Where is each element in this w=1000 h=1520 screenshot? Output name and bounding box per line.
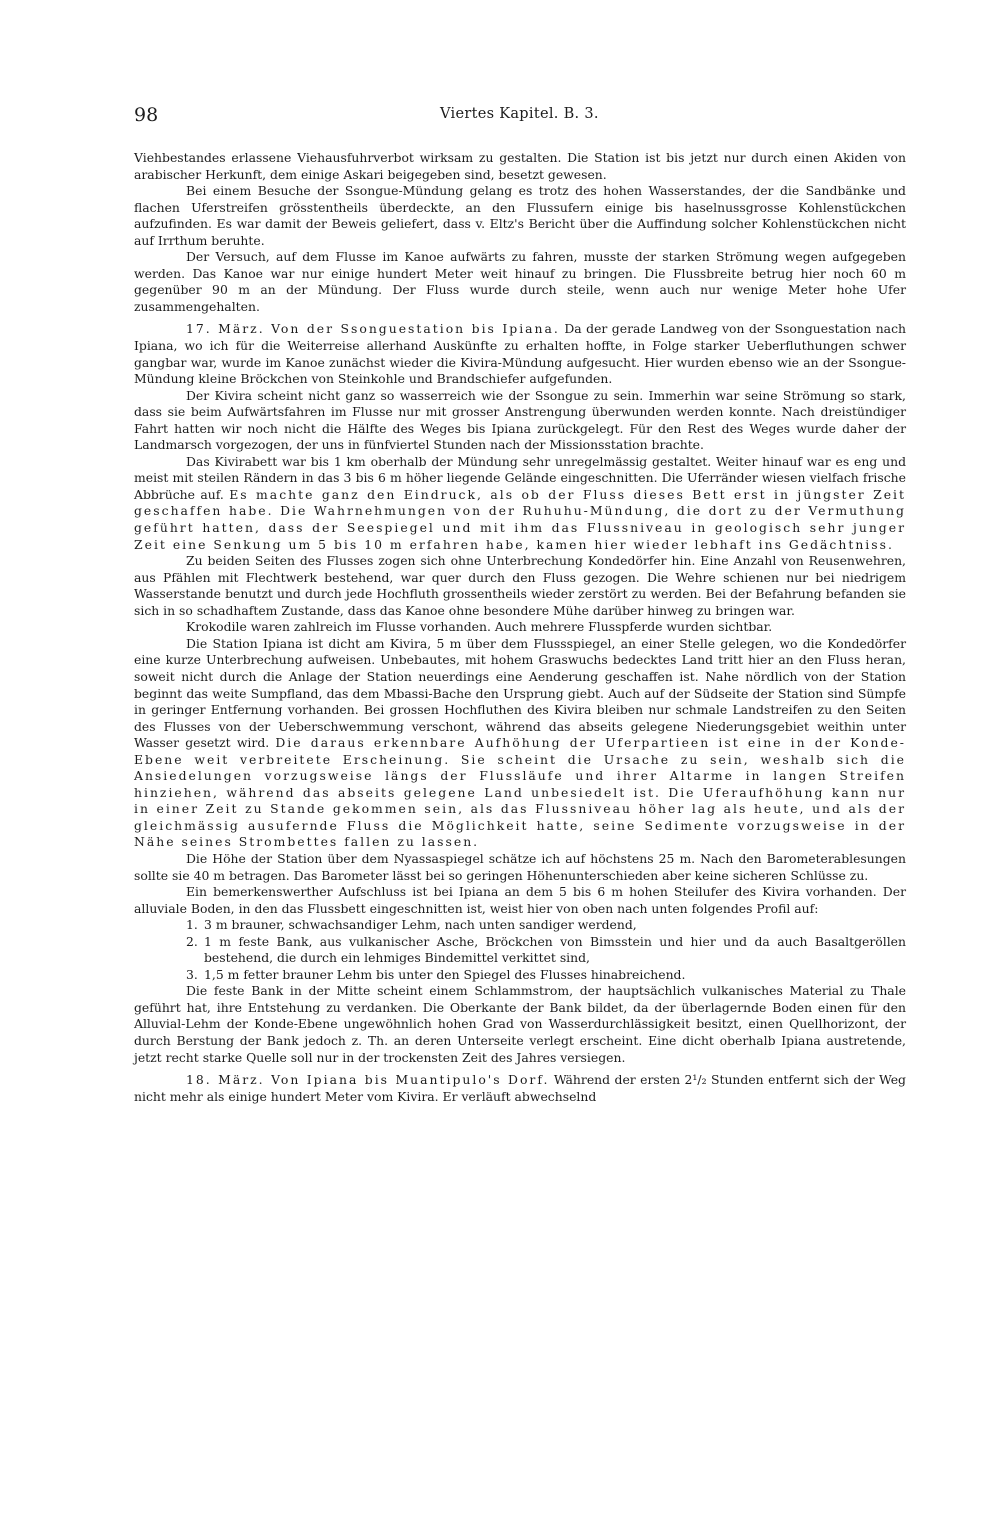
list-item	[134, 917, 906, 934]
section-march-18	[134, 1072, 906, 1105]
paragraph-text: Die Station Ipiana ist dicht am Kivira, 5 m über dem Flussspiegel, an einer Stelle gelegen, wo die Kondedörfer eine kurze Unterbrechung aufweisen. Unbebautes, mit hohem Graswuchs bedecktes Land tritt hier an den Fluss heran, soweit nicht durch die Anlage der Station neuerdings eine Aenderung geschaffen ist. Nahe nördlich von der Station beginnt das weite Sumpfland, das dem Mbassi-Bache den Ursprung giebt. Auch auf der Südseite der Station sind Sümpfe in geringer Entfernung vorhanden. Bei grossen Hochfluthen des Kivira bleiben nur schmale Landstreifen zu den Seiten des Flusses von der Ueberschwemmung verschont, während das abseits gelegene Niederungsgebiet weithin unter Wasser gesetzt wird.	[134, 635, 906, 751]
paragraph: Bei einem Besuche der Ssongue-Mündung gelang es trotz des hohen Wasserstandes, der die Sandbänke und flachen Uferstreifen grösstentheils überdeckte, an den Flussufern einige bis haselnussgrosse Kohlenstückchen aufzufinden. Es war damit der Beweis geliefert, dass v. Eltz's Bericht über die Auffindung solcher Kohlenstückchen nicht auf Irrthum beruhte.	[134, 183, 906, 248]
paragraph: Viehbestandes erlassene Viehausfuhrverbot wirksam zu gestalten. Die Station ist bis jetzt nur durch einen Akiden von arabischer Herkunft, dem einige Askari beigegeben sind, besetzt gewesen.	[134, 150, 906, 182]
page-number: 98	[134, 104, 159, 126]
list-text: 3 m brauner, schwachsandiger Lehm, nach unten sandiger werdend,	[204, 917, 637, 933]
paragraph: Der Versuch, auf dem Flusse im Kanoe aufwärts zu fahren, musste der starken Strömung wegen aufgegeben werden. Das Kanoe war nur einige hundert Meter weit hinauf zu bringen. Die Flussbreite betrug hier noch 60 m gegenüber 90 m an der Mündung. Der Fluss wurde durch steile, wenn auch nur wenige Meter hohe Ufer zusammengehalten.	[134, 249, 906, 314]
running-head: Viertes Kapitel. B. 3.	[440, 106, 599, 122]
section-text: Da der gerade Landweg von der Ssonguestation nach Ipiana, wo ich für die Weiterreise allerhand Auskünfte zu erhalten hoffte, in Folge starker Ueberfluthungen schwer gangbar war, wurde im Kanoe zunächst wieder die Kivira-Mündung aufgesucht. Hier wurden ebenso wie an der Ssongue-Mündung kleine Bröckchen von Steinkohle und Brandschiefer aufgefunden.	[134, 321, 906, 387]
paragraph: Der Kivira scheint nicht ganz so wasserreich wie der Ssongue zu sein. Immerhin war seine Strömung so stark, dass sie beim Aufwärtsfahren im Flusse nur mit grosser Anstrengung überwunden werden konnte. Nach dreistündiger Fahrt hatten wir noch nicht die Hälfte des Weges bis Ipiana zurückgelegt. Für den Rest des Weges wurde daher der Landmarsch vorgezogen, der uns in fünfviertel Stunden nach der Missionsstation brachte.	[134, 387, 906, 453]
list-text: 1 m feste Bank, aus vulkanischer Asche, Bröckchen von Bimsstein und hier und da auch Basaltgeröllen bestehend, die durch ein lehmiges Bindemittel verkittet sind,	[204, 933, 906, 966]
list-text: 1,5 m fetter brauner Lehm bis unter den Spiegel des Flusses hinabreichend.	[204, 966, 686, 982]
list-item	[134, 967, 906, 984]
page-header	[134, 104, 906, 128]
profile-list	[134, 917, 906, 983]
section-text: Während der ersten 2¹/₂ Stunden entfernt sich der Weg nicht mehr als einige hundert Meter vom Kivira. Er verläuft abwechselnd	[134, 1072, 906, 1104]
paragraph: Krokodile waren zahlreich im Flusse vorhanden. Auch mehrere Flusspferde wurden sichtbar.	[186, 619, 773, 635]
paragraph-text: Das Kivirabett war bis 1 km oberhalb der Mündung sehr unregelmässig gestaltet. Weiter hinauf war es eng und meist mit steilen Rändern in das 3 bis 6 m höher liegende Gelände eingeschnitten. Die Uferränder wiesen vielfach frische Abbrüche auf.	[134, 453, 906, 502]
section-march-17	[134, 321, 906, 387]
list-item	[134, 934, 906, 967]
section-heading: 17. März. Von der Ssonguestation bis Ipiana.	[186, 321, 560, 337]
spaced-text: Die daraus erkennbare Aufhöhung der Uferpartieen ist eine in der Konde-Ebene weit verbreitete Erscheinung. Sie scheint die Ursache zu sein, weshalb sich die Ansiedelungen vorzugsweise längs der Flussläufe und ihrer Altarme in langen Streifen hinziehen, während das abseits gelegene Land unbesiedelt ist. Die Uferaufhöhung kann nur in einer Zeit zu Stande gekommen sein, als das Flussniveau höher lag als heute, und als der gleichmässig ausufernde Fluss die Möglichkeit hatte, seine Sedimente vorzugsweise in der Nähe seines Strombettes fallen zu lassen.	[134, 735, 906, 850]
paragraph: Ein bemerkenswerther Aufschluss ist bei Ipiana an dem 5 bis 6 m hohen Steilufer des Kivira vorhanden. Der alluviale Boden, in den das Flussbett eingeschnitten ist, weist hier von oben nach unten folgendes Profil auf:	[134, 884, 906, 916]
list-number: 3.	[186, 966, 198, 982]
paragraph: Die Höhe der Station über dem Nyassaspiegel schätze ich auf höchstens 25 m. Nach den Barometerablesungen sollte sie 40 m betragen. Das Barometer lässt bei so geringen Höhenunterschieden aber keine sicheren Schlüsse zu.	[134, 850, 906, 883]
paragraph-kivirabett	[134, 454, 906, 553]
paragraph: Zu beiden Seiten des Flusses zogen sich ohne Unterbrechung Kondedörfer hin. Eine Anzahl von Reusenwehren, aus Pfählen mit Flechtwerk bestehend, war quer durch den Fluss gezogen. Die Wehre schienen nur bei niedrigem Wasserstande benutzt und durch jede Hochfluth grossentheils wieder zerstört zu werden. Bei der Befahrung befanden sie sich in so schadhaftem Zustande, dass das Kanoe ohne besondere Mühe darüber hinweg zu bringen war.	[134, 553, 906, 618]
spaced-text: Es machte ganz den Eindruck, als ob der Fluss dieses Bett erst in jüngster Zeit geschaffen habe. Die Wahrnehmungen von der Ruhuhu-Mündung, die dort zu der Vermuthung geführt hatten, dass der Seespiegel und mit ihm das Flussniveau in geologisch sehr junger Zeit eine Senkung um 5 bis 10 m erfahren habe, kamen hier wieder lebhaft ins Gedächtniss.	[134, 486, 906, 552]
paragraph-ipiana	[134, 636, 906, 851]
list-number: 1.	[186, 917, 198, 933]
list-number: 2.	[186, 933, 198, 949]
section-heading: 18. März. Von Ipiana bis Muantipulo's Dorf.	[186, 1072, 550, 1088]
body-text	[134, 150, 906, 1105]
paragraph: Die feste Bank in der Mitte scheint einem Schlammstrom, der hauptsächlich vulkanisches Material zu Thale geführt hat, ihre Entstehung zu verdanken. Die Oberkante der Bank bildet, da der überlagernde Boden einen für den Alluvial-Lehm der Konde-Ebene ungewöhnlich hohen Grad von Wasserdurchlässigkeit besitzt, einen Quellhorizont, der durch Berstung der Bank jedoch z. Th. an deren Unterseite verlegt erscheint. Eine dicht oberhalb Ipiana austretende, jetzt recht starke Quelle soll nur in der trockensten Zeit des Jahres versiegen.	[134, 983, 906, 1065]
